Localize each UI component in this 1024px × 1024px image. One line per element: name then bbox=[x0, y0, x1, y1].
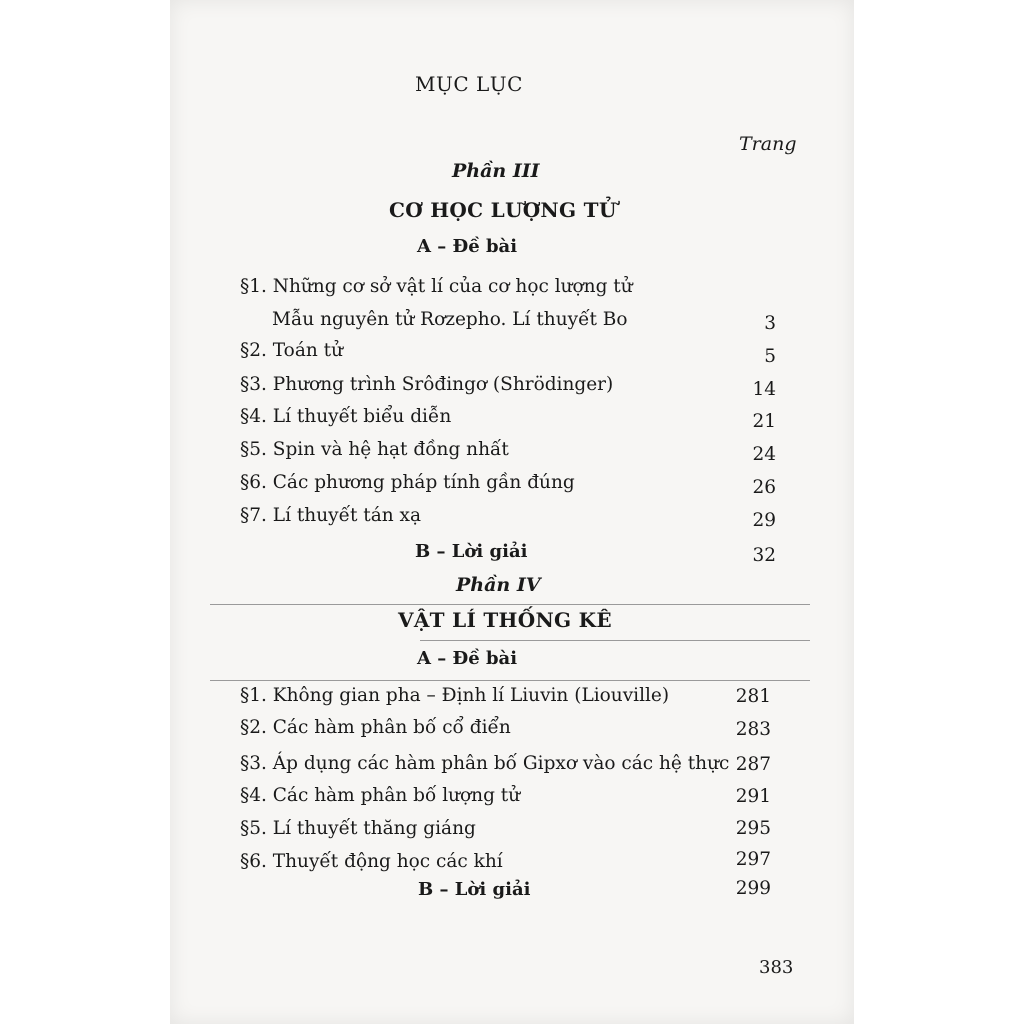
toc-entry: §6. Các phương pháp tính gần đúng bbox=[240, 472, 575, 493]
toc-entry-page: 297 bbox=[735, 849, 771, 870]
toc-entry: §3. Áp dụng các hàm phân bố Gipxơ vào các hệ thực bbox=[240, 753, 730, 774]
toc-entry: §5. Spin và hệ hạt đồng nhất bbox=[240, 439, 509, 460]
toc-entry-page: 3 bbox=[764, 313, 776, 334]
subsection-a-heading: A – Đề bài bbox=[417, 648, 518, 669]
subsection-a-heading: A – Đề bài bbox=[417, 236, 518, 257]
divider bbox=[420, 640, 810, 641]
toc-entry-page: 32 bbox=[752, 545, 776, 566]
subsection-b-heading: B – Lời giải bbox=[415, 541, 528, 562]
toc-entry: §5. Lí thuyết thăng giáng bbox=[240, 818, 476, 839]
toc-entry-continuation: Mẫu nguyên tử Rơzepho. Lí thuyết Bo bbox=[272, 309, 628, 330]
toc-entry: §1. Không gian pha – Định lí Liuvin (Liouville) bbox=[240, 685, 670, 706]
toc-entry: §3. Phương trình Srôđingơ (Shrödinger) bbox=[240, 374, 614, 395]
subsection-b-heading: B – Lời giải bbox=[418, 879, 531, 900]
part-label: Phần IV bbox=[456, 574, 541, 596]
toc-entry-page: 287 bbox=[735, 754, 771, 775]
toc-entry-page: 299 bbox=[735, 878, 771, 899]
toc-entry-page: 29 bbox=[752, 510, 776, 531]
toc-entry-page: 14 bbox=[752, 379, 776, 400]
toc-entry-page: 291 bbox=[735, 786, 771, 807]
toc-entry: §4. Lí thuyết biểu diễn bbox=[240, 406, 452, 427]
toc-entry: §2. Các hàm phân bố cổ điển bbox=[240, 717, 511, 738]
part-heading: CƠ HỌC LƯỢNG TỬ bbox=[389, 198, 617, 222]
toc-entry: §4. Các hàm phân bố lượng tử bbox=[240, 785, 521, 806]
toc-entry-page: 26 bbox=[752, 477, 776, 498]
toc-entry: §2. Toán tử bbox=[240, 340, 343, 361]
page-number: 383 bbox=[759, 957, 794, 978]
divider bbox=[210, 604, 810, 605]
toc-entry-page: 21 bbox=[752, 411, 776, 432]
toc-entry-page: 5 bbox=[764, 346, 776, 367]
page-column-label: Trang bbox=[739, 133, 797, 155]
toc-entry-page: 24 bbox=[752, 444, 776, 465]
part-label: Phần III bbox=[452, 160, 540, 182]
divider bbox=[210, 680, 810, 681]
page-title: MỤC LỤC bbox=[415, 72, 523, 96]
toc-entry: §7. Lí thuyết tán xạ bbox=[240, 505, 421, 526]
toc-entry: §6. Thuyết động học các khí bbox=[240, 851, 503, 872]
toc-entry: §1. Những cơ sở vật lí của cơ học lượng tử bbox=[240, 276, 633, 297]
part-heading: VẬT LÍ THỐNG KÊ bbox=[398, 608, 612, 632]
toc-entry-page: 281 bbox=[735, 686, 771, 707]
toc-entry-page: 283 bbox=[735, 719, 771, 740]
toc-entry-page: 295 bbox=[735, 818, 771, 839]
